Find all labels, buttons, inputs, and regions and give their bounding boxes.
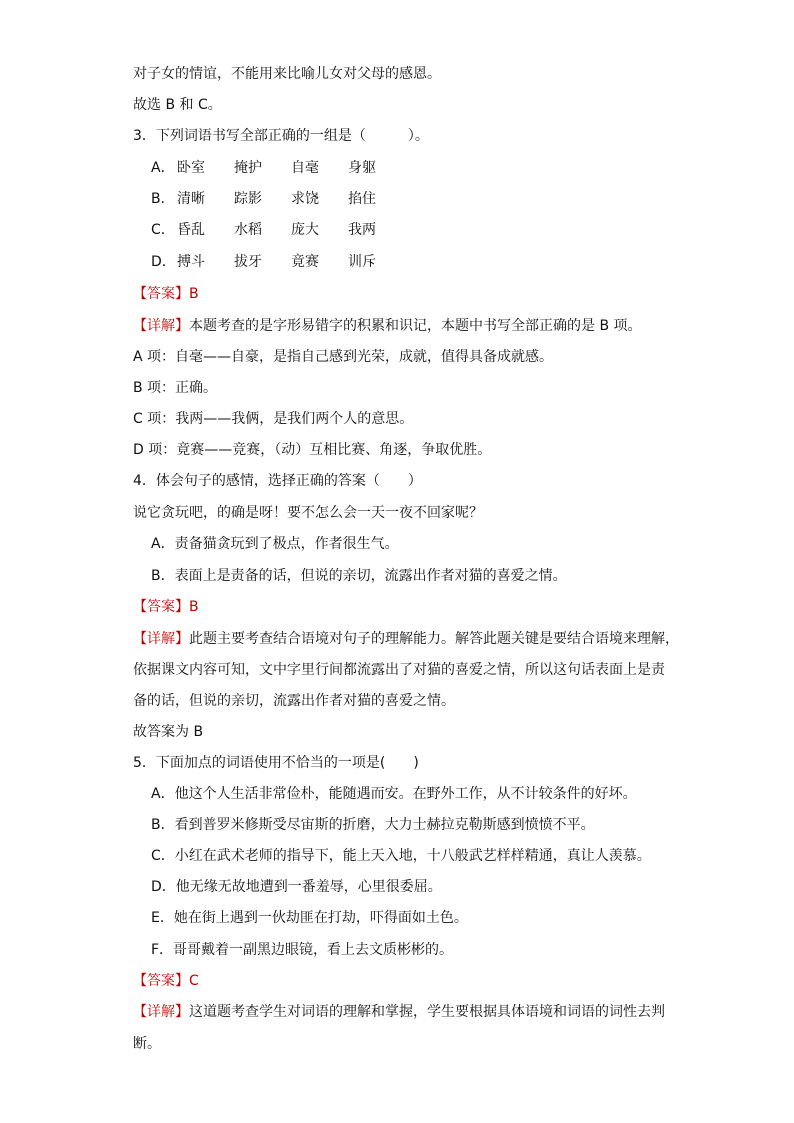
option-word: 清晰 xyxy=(177,191,205,207)
option-word: 踪影 xyxy=(234,191,262,207)
q3-answer xyxy=(133,284,199,304)
answer-value: C xyxy=(189,973,199,989)
option-word: 自毫 xyxy=(291,160,319,176)
q5-option-f: F．哥哥戴着一副黑边眼镜，看上去文质彬彬的。 xyxy=(151,942,454,958)
q3-option-d xyxy=(151,252,405,272)
option-word: 求饶 xyxy=(291,191,319,207)
detail-text: 这道题考查学生对词语的理解和掌握，学生要根据具体语境和词语的词性去判 xyxy=(189,1004,665,1020)
q5-answer xyxy=(133,971,199,991)
q4-option-b: B．表面上是责备的话，但说的亲切，流露出作者对猫的喜爱之情。 xyxy=(151,568,567,584)
detail-tag: 【详解】 xyxy=(133,1004,189,1020)
q5-option-c: C．小红在武术老师的指导下，能上天入地，十八般武艺样样精通，真让人羡慕。 xyxy=(151,848,651,864)
option-word: 水稻 xyxy=(234,222,262,238)
paragraph-line: 故选 B 和 C。 xyxy=(133,97,222,113)
q4-option-a: A．责备猫贪玩到了极点，作者很生气。 xyxy=(151,536,399,552)
q3-detail xyxy=(133,316,642,336)
question-5-stem: 5．下面加点的词语使用不恰当的一项是( ) xyxy=(133,755,419,771)
option-word: 掐住 xyxy=(348,191,376,207)
option-word: 训斥 xyxy=(348,254,376,270)
q3-note: C 项：我两——我俩，是我们两个人的意思。 xyxy=(133,411,414,427)
q3-option-b xyxy=(151,189,405,209)
q5-option-d: D．他无缘无故地遭到一番羞辱，心里很委屈。 xyxy=(151,879,442,895)
option-label: A． xyxy=(151,160,175,176)
q4-detail xyxy=(133,629,679,649)
answer-tag: 【答案】 xyxy=(133,286,189,302)
q5-option-e: E．她在街上遇到一伙劫匪在打劫，吓得面如土色。 xyxy=(151,910,468,926)
q3-note: D 项：竟赛——竞赛，（动）互相比赛、角逐，争取优胜。 xyxy=(133,442,492,458)
q4-detail-line: 依据课文内容可知，文中字里行间都流露出了对猫的喜爱之情，所以这句话表面上是责 xyxy=(133,662,665,678)
paragraph-line: 对子女的情谊，不能用来比喻儿女对父母的感恩。 xyxy=(133,66,441,82)
option-word: 搏斗 xyxy=(177,254,205,270)
q3-option-c xyxy=(151,220,405,240)
option-label: B． xyxy=(151,191,175,207)
q5-detail xyxy=(133,1002,665,1022)
option-word: 庞大 xyxy=(291,222,319,238)
option-word: 身躯 xyxy=(348,160,376,176)
q3-option-a xyxy=(151,158,405,178)
detail-tag: 【详解】 xyxy=(133,318,189,334)
q5-option-a: A．他这个人生活非常俭朴，能随遇而安。在野外工作，从不计较条件的好坏。 xyxy=(151,786,637,802)
detail-text: 本题考查的是字形易错字的积累和识记，本题中书写全部正确的是 B 项。 xyxy=(189,318,642,334)
q5-detail-line: 断。 xyxy=(133,1036,161,1052)
answer-tag: 【答案】 xyxy=(133,599,189,615)
option-word: 我两 xyxy=(348,222,376,238)
q4-conclusion: 故答案为 B xyxy=(133,724,204,740)
q3-note: B 项：正确。 xyxy=(133,380,218,396)
answer-value: B xyxy=(189,599,199,615)
q4-detail-line: 备的话，但说的亲切，流露出作者对猫的喜爱之情。 xyxy=(133,693,455,709)
option-word: 昏乱 xyxy=(177,222,205,238)
option-word: 卧室 xyxy=(177,160,205,176)
answer-tag: 【答案】 xyxy=(133,973,189,989)
option-label: D． xyxy=(151,254,176,270)
detail-text: 此题主要考查结合语境对句子的理解能力。解答此题关键是要结合语境来理解， xyxy=(189,631,679,647)
detail-tag: 【详解】 xyxy=(133,631,189,647)
q5-option-b: B．看到普罗米修斯受尽宙斯的折磨，大力士赫拉克勒斯感到愤愤不平。 xyxy=(151,817,595,833)
q3-note: A 项：自毫——自豪，是指自己感到光荣，成就，值得具备成就感。 xyxy=(133,349,554,365)
option-word: 竟赛 xyxy=(291,254,319,270)
q4-answer xyxy=(133,597,199,617)
option-word: 掩护 xyxy=(234,160,262,176)
option-label: C． xyxy=(151,222,175,238)
question-3-stem: 3．下列词语书写全部正确的一组是（ ）。 xyxy=(133,128,429,144)
answer-value: B xyxy=(189,286,199,302)
q4-sentence: 说它贪玩吧，的确是呀！要不怎么会一天一夜不回家呢？ xyxy=(133,505,483,521)
option-word: 拔牙 xyxy=(234,254,262,270)
question-4-stem: 4．体会句子的感情，选择正确的答案（ ） xyxy=(133,473,422,489)
